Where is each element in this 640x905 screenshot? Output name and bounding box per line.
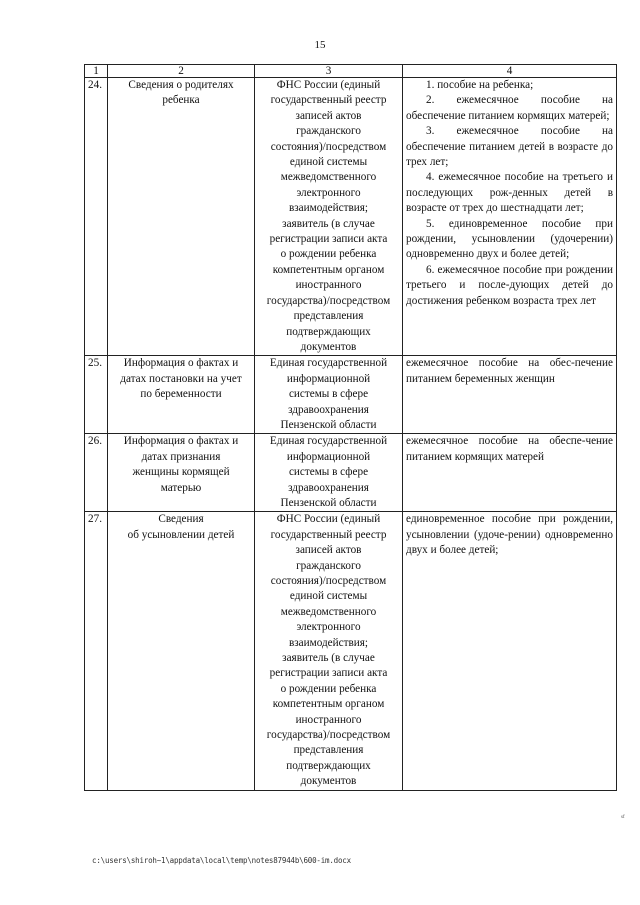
data-source-cell — [255, 78, 403, 356]
row-number-cell: 26. — [85, 434, 108, 512]
data-source-line: Пензенской области — [280, 418, 377, 431]
benefit-item: ежемесячное пособие на обеспе-чение питанием кормящих матерей — [406, 435, 613, 463]
data-source-line: гражданского — [296, 559, 361, 572]
data-source-line: государства)/посредством — [266, 294, 391, 307]
data-source-cell — [255, 434, 403, 512]
data-source-line: государственный реестр — [270, 94, 387, 107]
data-name-cell — [108, 78, 255, 356]
data-source-line: информационной — [286, 372, 371, 385]
data-name-line: датах признания — [141, 450, 221, 463]
row-number-cell: 27. — [85, 512, 108, 790]
data-source-line: единой системы — [289, 156, 368, 169]
data-sources-table — [84, 64, 617, 791]
data-name-cell — [108, 356, 255, 434]
data-source-line: записей актов — [295, 109, 362, 122]
table-row — [85, 434, 617, 512]
data-name-line: об усыновлении детей — [127, 528, 235, 541]
data-source-line: взаимодействия; — [288, 202, 369, 215]
benefit-item: 5. единовременное пособие при рождении, усыновлении (удочерении) одновременно двух и более детей; — [406, 217, 613, 261]
data-source-line: взаимодействия; — [288, 636, 369, 649]
data-source-line: компетентным органом — [272, 698, 385, 711]
benefit-item: 1. пособие на ребенка; — [426, 79, 534, 91]
benefits-cell — [403, 78, 617, 356]
data-source-line: состояния)/посредством — [270, 575, 387, 587]
benefit-item: 3. ежемесячное пособие на обеспечение питанием детей в возрасте до трех лет; — [406, 125, 613, 169]
column-header: 1 — [85, 65, 108, 78]
data-source-line: единой системы — [289, 590, 368, 603]
benefit-item: 4. ежемесячное пособие на третьего и последующих рож-денных детей в возрасте от трех до шестнадцати лет; — [406, 171, 613, 215]
column-header: 2 — [108, 65, 255, 78]
margin-mark: sf — [621, 815, 625, 820]
data-source-line: Единая государственной — [269, 435, 388, 448]
data-source-line: межведомственного — [280, 171, 377, 184]
data-source-line: подтверждающих — [286, 325, 371, 338]
benefit-item: 2. ежемесячное пособие на обеспечение питанием кормящих матерей; — [406, 94, 613, 122]
benefit-item: единовременное пособие при рождении, усыновлении (удоче-рении) одновременно двух и более детей; — [406, 513, 613, 557]
data-source-line: о рождении ребенка — [280, 248, 377, 261]
page-number: 15 — [314, 39, 326, 51]
data-source-line: гражданского — [296, 125, 361, 138]
data-source-line: государства)/посредством — [266, 729, 391, 742]
data-source-line: документов — [300, 775, 357, 788]
data-source-line: системы в сфере — [288, 388, 369, 401]
data-source-line: подтверждающих — [286, 759, 371, 772]
benefits-cell — [403, 356, 617, 434]
data-source-line: регистрации записи акта — [269, 233, 388, 246]
data-name-line: по беременности — [140, 388, 222, 401]
data-source-line: представления — [293, 744, 364, 757]
data-source-cell — [255, 512, 403, 790]
data-source-line: здравоохранения — [288, 403, 369, 416]
data-name-line: матерью — [160, 481, 202, 494]
data-source-line: ФНС России (единый — [276, 513, 381, 526]
data-name-line: датах постановки на учет — [120, 372, 242, 385]
benefit-item: 6. ежемесячное пособие при рождении третьего и после-дующих детей до достижения ребенком возраста трех лет — [406, 263, 613, 307]
data-source-cell — [255, 356, 403, 434]
benefits-cell — [403, 434, 617, 512]
benefit-item: ежемесячное пособие на обес-печение питанием беременных женщин — [406, 357, 613, 385]
data-source-line: иностранного — [295, 279, 362, 292]
data-source-line: электронного — [296, 621, 361, 634]
data-source-line: записей актов — [295, 544, 362, 557]
data-name-line: ребенка — [162, 94, 200, 107]
data-source-line: иностранного — [295, 713, 362, 726]
data-source-line: государственный реестр — [270, 528, 387, 541]
table-row — [85, 512, 617, 790]
data-source-line: межведомственного — [280, 605, 377, 618]
data-source-line: здравоохранения — [288, 481, 369, 494]
data-name-line: женщины кормящей — [132, 466, 230, 479]
data-source-line: компетентным органом — [272, 263, 385, 276]
footer-file-path: c:\users\shiroh~1\appdata\local\temp\notes87944b\600-im.docx — [92, 856, 351, 865]
data-source-line: системы в сфере — [288, 466, 369, 479]
data-source-line: Единая государственной — [269, 357, 388, 370]
column-header: 4 — [403, 65, 617, 78]
table-header-row — [85, 65, 617, 78]
row-number-cell: 25. — [85, 356, 108, 434]
table-row — [85, 78, 617, 356]
data-source-line: ФНС России (единый — [276, 79, 381, 91]
data-source-line: информационной — [286, 450, 371, 463]
data-source-line: заявитель (в случае — [282, 217, 375, 230]
data-name-line: Сведения — [158, 513, 204, 526]
data-name-line: Сведения о родителях — [128, 79, 234, 91]
data-name-line: Информация о фактах и — [123, 357, 239, 370]
data-source-line: представления — [293, 310, 364, 323]
data-name-cell — [108, 434, 255, 512]
table-row — [85, 356, 617, 434]
data-source-line: электронного — [296, 186, 361, 199]
row-number-cell: 24. — [85, 78, 108, 356]
data-source-line: документов — [300, 340, 357, 353]
data-source-line: о рождении ребенка — [280, 682, 377, 695]
column-header: 3 — [255, 65, 403, 78]
data-source-line: заявитель (в случае — [282, 652, 375, 665]
data-name-cell — [108, 512, 255, 790]
data-source-line: Пензенской области — [280, 496, 377, 509]
data-source-line: регистрации записи акта — [269, 667, 388, 680]
data-name-line: Информация о фактах и — [123, 435, 239, 448]
benefits-cell — [403, 512, 617, 790]
data-source-line: состояния)/посредством — [270, 140, 387, 153]
